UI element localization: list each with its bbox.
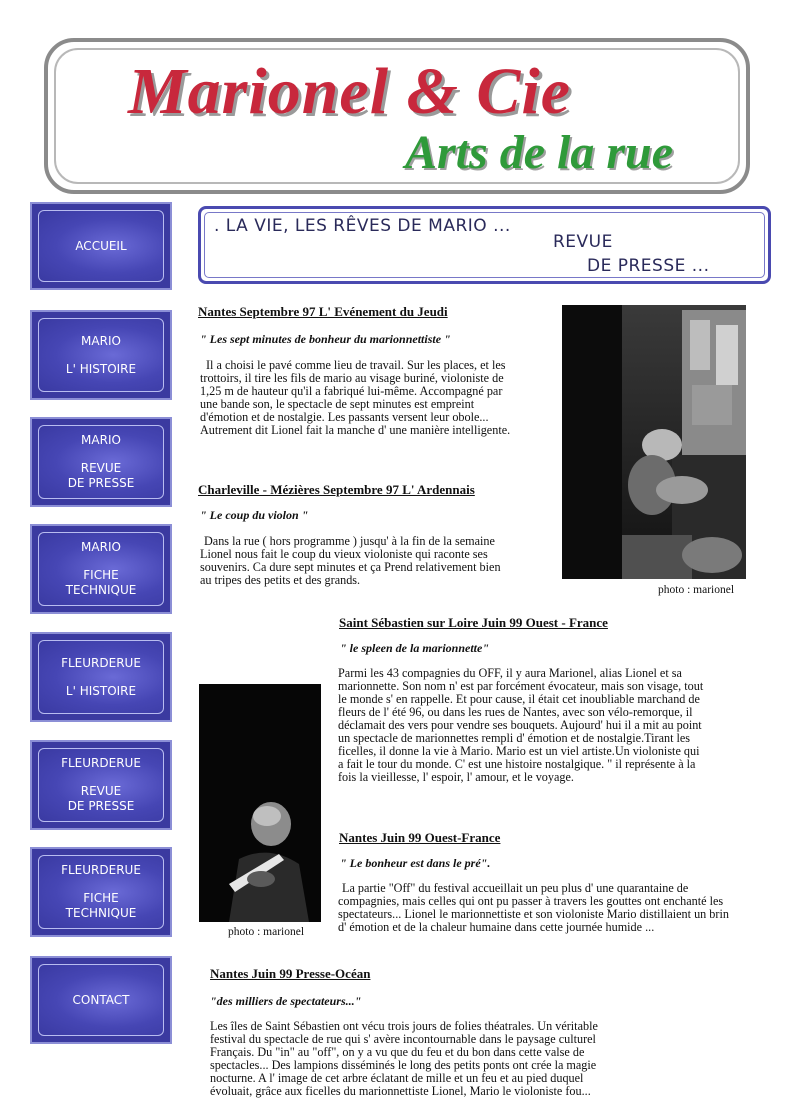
nav-label: FICHE xyxy=(83,568,119,582)
nav-label: REVUE xyxy=(80,784,122,798)
article-quote: " Le bonheur est dans le pré". xyxy=(340,856,491,870)
nav-label: ACCUEIL xyxy=(75,238,127,253)
nav-label: FICHE xyxy=(83,891,119,905)
nav-label: DE PRESSE xyxy=(67,476,135,490)
nav-button-face xyxy=(38,210,164,282)
nav-accueil-button[interactable] xyxy=(30,202,172,290)
nav-label: MARIO xyxy=(81,333,121,348)
nav-button-face xyxy=(38,748,164,822)
nav-fleurderue-histoire-button[interactable] xyxy=(30,632,172,722)
article-quote: "des milliers de spectateurs..." xyxy=(210,994,362,1008)
article-heading: Saint Sébastien sur Loire Juin 99 Ouest - France xyxy=(339,615,608,630)
nav-mario-fiche-button[interactable] xyxy=(30,524,172,614)
nav-label: FLEURDERUE xyxy=(61,863,141,877)
article-heading: Nantes Juin 99 Presse-Océan xyxy=(210,966,371,981)
nav-label: MARIO xyxy=(81,433,121,447)
nav-label: L' HISTOIRE xyxy=(65,683,137,698)
nav-button-face xyxy=(38,318,164,392)
nav-contact-button[interactable] xyxy=(30,956,172,1044)
nav-button-face xyxy=(38,964,164,1036)
article-body: Les îles de Saint Sébastien ont vécu trois jours de folies théatrales. Un véritable festival du spectacle de rue qui s' avère incontournable dans le paysage culturel Français. Du "in" au "off", on y a vu que du feu et du bon dans cette valse de spectacles... Des lampions disséminés le long des petits ponts ont crée la magie nocturne. A l' image de cet arbre éclatant de mille et un feu et au pied duquel évoluait, grâce aux ficelles du marionnettiste Lionel, Mario le violoniste fou... xyxy=(210,1019,598,1098)
article-body: Il a choisi le pavé comme lieu de travail. Sur les places, et les trottoirs, il tire les fils de mario au visage buriné, violoniste de 1,25 m de hauteur qu'il a fabriqué lui-même. Accompagné par une bande son, le spectacle de sept minutes est empreint d'émotion et de nostalgie. Les passants versent leur obole... Autrement dit Lionel fait la manche d' une manière intelligente. xyxy=(200,358,511,437)
nav-fleurderue-fiche-button[interactable] xyxy=(30,847,172,937)
nav-label: MARIO xyxy=(81,540,121,554)
violinist-puppet-photo xyxy=(199,684,321,922)
article-heading: Nantes Juin 99 Ouest-France xyxy=(339,830,501,845)
nav-label: TECHNIQUE xyxy=(65,583,137,597)
nav-label: L' HISTOIRE xyxy=(65,361,137,376)
nav-mario-revue-button[interactable] xyxy=(30,417,172,507)
article-heading: Nantes Septembre 97 L' Evénement du Jeudi xyxy=(198,304,448,319)
article-body: Dans la rue ( hors programme ) jusqu' à la fin de la semaine Lionel nous fait le coup du vieux violoniste qui raconte ses souvenirs. Ca dure sept minutes et ça Prend relativement bien au tripes des petits et des grands. xyxy=(200,534,501,587)
article-quote: " Le coup du violon " xyxy=(200,508,309,522)
nav-label: FLEURDERUE xyxy=(61,756,141,770)
nav-button-face xyxy=(38,640,164,714)
banner-title: . LA VIE, LES RÊVES DE MARIO ... xyxy=(214,216,511,236)
nav-label: TECHNIQUE xyxy=(65,906,137,920)
photo-caption: photo : marionel xyxy=(658,584,735,596)
article-quote: " le spleen de la marionnette" xyxy=(340,641,489,655)
nav-button-face xyxy=(38,532,164,606)
nav-label: FLEURDERUE xyxy=(61,655,141,670)
nav-label: REVUE xyxy=(80,461,122,475)
article-body: Parmi les 43 compagnies du OFF, il y aura Marionel, alias Lionel et sa marionnette. Son nom n' est par forcément évocateur, mais son visage, tout le monde s' en rappelle. Et pour cause, il était cet inoubliable marchand de fleurs de l' été 96, ou dans les rues de Nantes, avec son vélo-remorque, il déclamait des vers pour vendre ses bouquets. Aujourd' hui il a mit au point un spectacle de marionnettes rempli d' émotion et de nostalgie.Tirant les ficelles, il donne la vie à Mario. Mario est un viel artiste.Un violoniste qui a fait le tour du monde. C' est une histoire nostalgique. " il représente à la fois la vieillesse, l' espoir, l' amour, et le voyage. xyxy=(338,666,704,784)
article-quote: " Les sept minutes de bonheur du marionnettiste " xyxy=(200,332,451,346)
photo-caption: photo : marionel xyxy=(228,926,305,938)
nav-mario-histoire-button[interactable] xyxy=(30,310,172,400)
street-puppet-photo xyxy=(562,305,746,579)
site-title: Marionel & Cie xyxy=(128,55,572,128)
site-subtitle: Arts de la rue xyxy=(405,126,674,179)
nav-button-face xyxy=(38,855,164,929)
nav-button-face xyxy=(38,425,164,499)
nav-fleurderue-revue-button[interactable] xyxy=(30,740,172,830)
article-heading: Charleville - Mézières Septembre 97 L' Ardennais xyxy=(198,482,475,497)
nav-label: CONTACT xyxy=(72,992,130,1007)
banner-subtitle-1: REVUE xyxy=(553,232,613,252)
article-body: La partie "Off" du festival accueillait un peu plus d' une quarantaine de compagnies, mais celles qui ont pu passer à travers les gouttes ont enchanté les spectateurs... Lionel le marionnettiste et son violoniste Mario distillaient un brin d' émotion et de la chaleur humaine dans cette journée humide ... xyxy=(338,881,729,934)
nav-label: DE PRESSE xyxy=(67,799,135,813)
banner-subtitle-2: DE PRESSE ... xyxy=(587,256,710,276)
